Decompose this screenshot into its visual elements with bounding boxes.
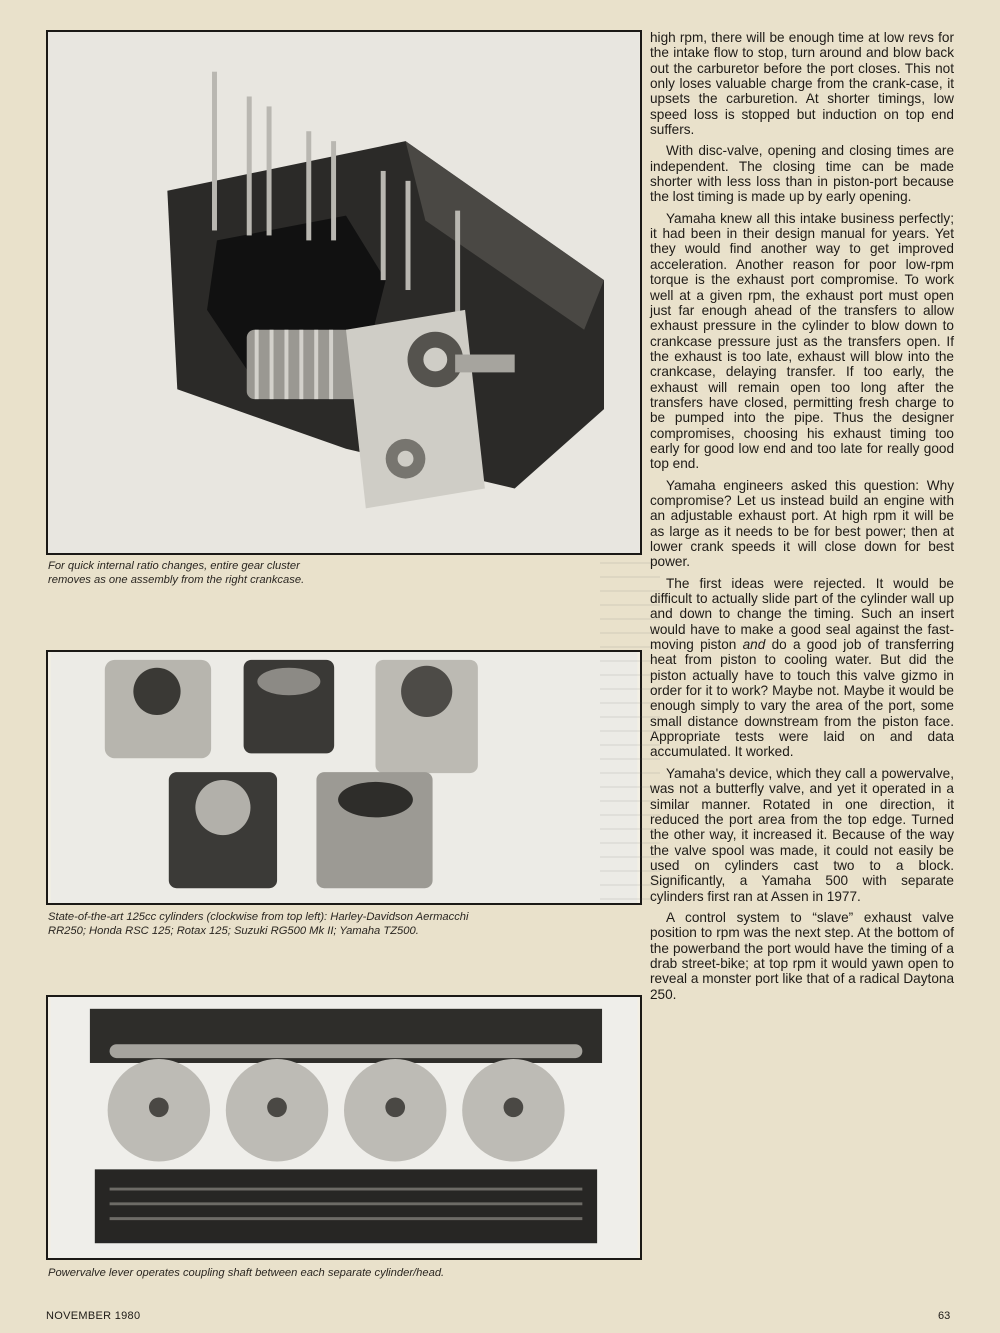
issue-date: NOVEMBER 1980 <box>46 1310 141 1322</box>
paragraph-7: A control system to “slave” exhaust valve position to rpm was the next step. At the bottom of the powerband the port would have the timing of a drab street-bike; at top rpm it would yawn open to reveal a monster port like that of a radical Daytona 250. <box>650 909 954 1002</box>
paragraph-1: high rpm, there will be enough time at low revs for the intake flow to stop, turn around and blow back out the carburetor before the port closes. This not only loses valuable charge from the crank-case, it upsets the carburetion. At shorter timings, low speed loss is stopped but induction on top end suffers. <box>650 30 954 138</box>
engine-illustration <box>48 997 640 1258</box>
cylinders-caption: State-of-the-art 125cc cylinders (clockwise from top left): Harley-Davidson Aermacchi RR250; Honda RSC 125; Rotax 125; Suzuki RG500 Mk II; Yamaha TZ500. <box>48 911 469 937</box>
paragraph-3: Yamaha knew all this intake business perfectly; it had been in their design manual for years. Yet they would find another way to get improved acceleration. Another reason for poor low-rpm torque is the exhaust port compromise. To work well at a given rpm, the exhaust port must open just far enough ahead of the transfers to allow exhaust pressure in the cylinder to blow down to crankcase pressure just as the transfers open. If the exhaust is too late, exhaust will blow into the crankcase, delaying transfer. If too early, the exhaust will remain open too long after the transfers have closed, permitting fresh charge to be pumped into the pipe. Thus the designer compromises, choosing his exhaust timing too early for good low end and too late for really good top end. <box>650 210 954 472</box>
cylinder-rotax <box>375 660 477 773</box>
cylinder-harley <box>105 660 211 758</box>
paragraph-2: With disc-valve, opening and closing times are independent. The closing time can be made shorter with less loss than in piston-port because the lost timing is made up by early opening. <box>650 143 954 205</box>
paragraph-6: Yamaha's device, which they call a powervalve, was not a butterfly valve, and yet it operated in a similar manner. Rotated in one direction, it reduced the port area from the top edge. Turned the other way, it increased it. Because of the way the valve spool was made, it could not easily be used on cylinders cast two to a block. Significantly, a Yamaha 500 with separate cylinders first ran at Assen in 1977. <box>650 765 954 904</box>
cylinder-suzuki <box>169 772 277 888</box>
paragraph-5-part-b: do a good job of transferring heat from piston to cooling water. But did the piston actually have to touch this valve gizmo in order for it to work? Maybe not. Maybe it would be enough simply to vary the area of the port, some small distance downstream from the piston face. Appropriate tests were laid on and data accumulated. It worked. <box>650 637 955 760</box>
cylinder-yamaha <box>316 772 432 888</box>
cylinders-photo <box>46 650 642 905</box>
gearbox-illustration <box>48 32 640 553</box>
gearbox-photo <box>46 30 642 555</box>
engine-photo <box>46 995 642 1260</box>
paragraph-4: Yamaha engineers asked this question: Why compromise? Let us instead build an engine with an adjustable exhaust port. At high rpm it will be as large as it needs to be for best power; then at lower crank speeds it will close down for best power. <box>650 477 954 570</box>
page-number: 63 <box>938 1310 951 1322</box>
engine-caption: Powervalve lever operates coupling shaft between each separate cylinder/head. <box>48 1267 445 1279</box>
paragraph-5 <box>650 576 954 760</box>
cylinder-honda <box>244 660 335 754</box>
paragraph-5-emphasis: and <box>742 637 766 653</box>
paragraph-5-part-a: The first ideas were rejected. It would be difficult to actually slide part of the cylinder wall up and down to change the timing. Such an insert would have to make a good seal against the fast-moving piston <box>650 575 954 653</box>
cylinders-illustration <box>48 652 640 903</box>
gearbox-caption: For quick internal ratio changes, entire gear cluster removes as one assembly from the right crankcase. <box>48 560 305 586</box>
article-column <box>650 30 954 1008</box>
